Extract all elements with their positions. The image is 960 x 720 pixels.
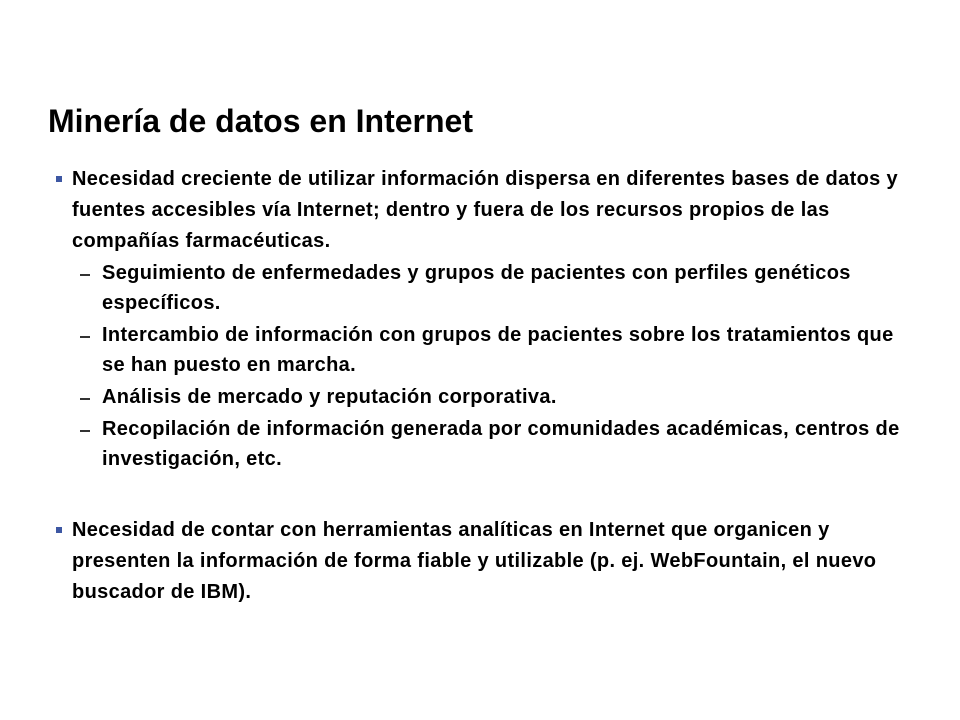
dash-bullet-icon [80, 430, 90, 432]
sub-bullet-text: Análisis de mercado y reputación corporativa. [102, 386, 557, 408]
square-bullet-icon [56, 527, 62, 533]
bullet-text: Necesidad creciente de utilizar información dispersa en diferentes bases de datos y fuentes accesibles vía Internet; dentro y fuera de los recursos propios de las compañías farmacéuticas. [72, 168, 899, 252]
bullet-item [72, 164, 918, 257]
bullet-item [72, 515, 918, 608]
sub-bullet-list [102, 258, 922, 476]
dash-bullet-icon [80, 398, 90, 400]
square-bullet-icon [56, 176, 62, 182]
sub-bullet-text: Recopilación de información generada por comunidades académicas, centros de investigación, etc. [102, 418, 900, 470]
slide-title: Minería de datos en Internet [48, 103, 473, 139]
sub-bullet-text: Intercambio de información con grupos de pacientes sobre los tratamientos que se han puesto en marcha. [102, 324, 894, 376]
sub-bullet-item [102, 258, 922, 318]
dash-bullet-icon [80, 274, 90, 276]
dash-bullet-icon [80, 336, 90, 338]
sub-bullet-item [102, 382, 922, 412]
bullet-text: Necesidad de contar con herramientas analíticas en Internet que organicen y presenten la información de forma fiable y utilizable (p. ej. WebFountain, el nuevo buscador de IBM). [72, 519, 877, 603]
sub-bullet-item [102, 414, 922, 474]
sub-bullet-text: Seguimiento de enfermedades y grupos de pacientes con perfiles genéticos específicos. [102, 262, 851, 314]
sub-bullet-item [102, 320, 922, 380]
